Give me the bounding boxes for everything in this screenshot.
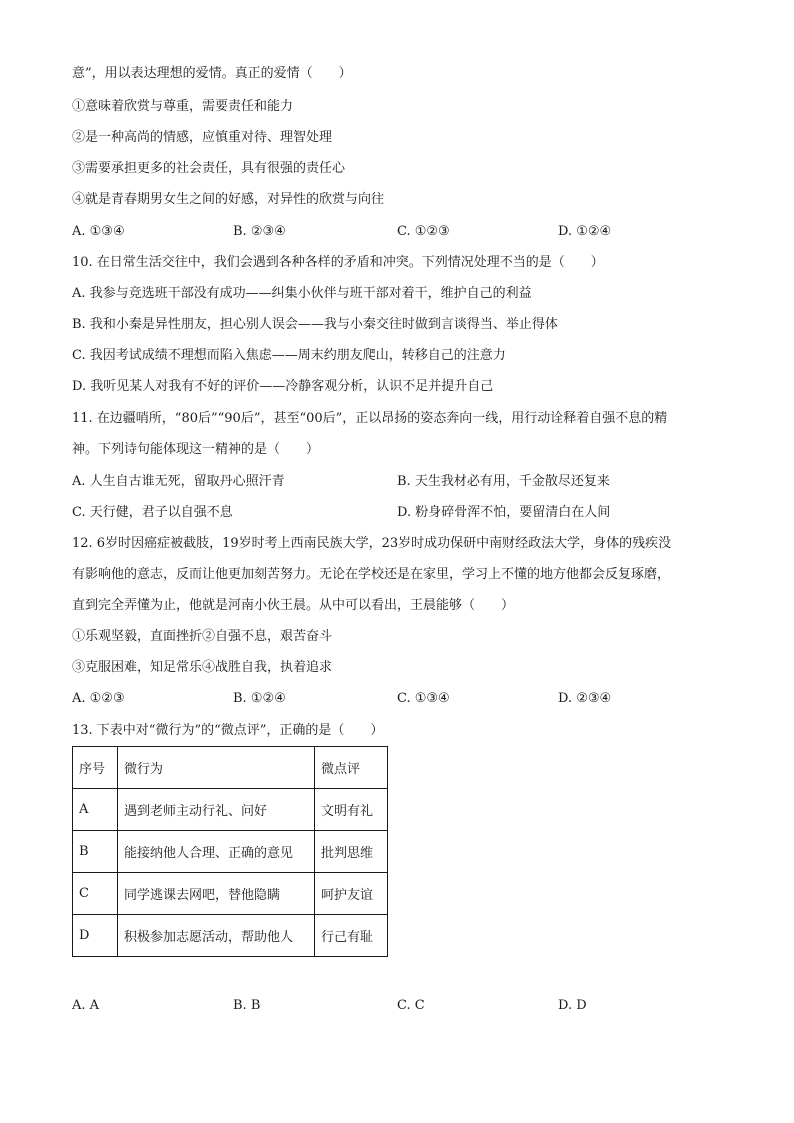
table-cell: D bbox=[73, 915, 118, 957]
q9-item-2: ②是一种高尚的情感，应慎重对待、理智处理 bbox=[72, 130, 333, 145]
q13-stem: 13. 下表中对“微行为”的“微点评”，正确的是（ ） bbox=[72, 723, 384, 738]
q11-stem-line-2: 神。下列诗句能体现这一精神的是（ ） bbox=[72, 442, 320, 457]
table-row bbox=[73, 873, 388, 915]
q9-option-d: D. ①②④ bbox=[558, 224, 612, 239]
q13-option-d: D. D bbox=[558, 998, 587, 1013]
q9-item-1: ①意味着欣赏与尊重，需要责任和能力 bbox=[72, 99, 294, 114]
q12-stem-line-1: 12. 6岁时因癌症被截肢，19岁时考上西南民族大学，23岁时成功保研中南财经政法大学，身体的残疾没 bbox=[72, 536, 672, 551]
table-cell: B bbox=[73, 831, 118, 873]
table-cell: 批判思维 bbox=[315, 831, 388, 873]
q12-stem-line-2: 有影响他的意志，反而让他更加刻苦努力。无论在学校还是在家里，学习上不懂的地方他都会反复琢磨， bbox=[72, 567, 671, 582]
q11-option-d: D. 粉身碎骨浑不怕，要留清白在人间 bbox=[397, 505, 611, 520]
table-cell: A bbox=[73, 789, 118, 831]
q11-option-a: A. 人生自古谁无死，留取丹心照汗青 bbox=[72, 474, 285, 489]
table-row bbox=[73, 915, 388, 957]
q10-option-a: A. 我参与竞选班干部没有成功——纠集小伙伴与班干部对着干，维护自己的利益 bbox=[72, 286, 532, 301]
q13-table bbox=[72, 746, 388, 957]
q12-option-b: B. ①②④ bbox=[233, 691, 286, 706]
q9-option-c: C. ①②③ bbox=[397, 224, 450, 239]
q11-option-b: B. 天生我材必有用，千金散尽还复来 bbox=[397, 474, 610, 489]
table-cell: 遇到老师主动行礼、问好 bbox=[118, 789, 315, 831]
q10-option-b: B. 我和小秦是异性朋友，担心别人误会——我与小秦交往时做到言谈得当、举止得体 bbox=[72, 317, 558, 332]
q9-item-3: ③需要承担更多的社会责任，具有很强的责任心 bbox=[72, 161, 346, 176]
q12-option-c: C. ①③④ bbox=[397, 691, 450, 706]
table-header-cell: 序号 bbox=[73, 747, 118, 789]
q12-option-a: A. ①②③ bbox=[72, 691, 125, 706]
table-cell: 同学逃课去网吧，替他隐瞒 bbox=[118, 873, 315, 915]
q12-item-1: ①乐观坚毅，直面挫折②自强不息，艰苦奋斗 bbox=[72, 629, 333, 644]
table-cell: 文明有礼 bbox=[315, 789, 388, 831]
q12-stem-line-3: 直到完全弄懂为止，他就是河南小伙王晨。从中可以看出，王晨能够（ ） bbox=[72, 598, 515, 613]
table-header-cell: 微点评 bbox=[315, 747, 388, 789]
table-header-cell: 微行为 bbox=[118, 747, 315, 789]
table-cell: 行己有耻 bbox=[315, 915, 388, 957]
q11-stem-line-1: 11. 在边疆哨所，“80后”“90后”，甚至“00后”，正以昂扬的姿态奔向一线，用行动诠释着自强不息的精 bbox=[72, 411, 668, 426]
table-cell: 能接纳他人合理、正确的意见 bbox=[118, 831, 315, 873]
table-cell: 积极参加志愿活动，帮助他人 bbox=[118, 915, 315, 957]
q13-option-c: C. C bbox=[397, 998, 425, 1013]
table-cell: C bbox=[73, 873, 118, 915]
q10-stem: 10. 在日常生活交往中，我们会遇到各种各样的矛盾和冲突。下列情况处理不当的是（ ） bbox=[72, 255, 604, 270]
table-row bbox=[73, 831, 388, 873]
q11-option-c: C. 天行健，君子以自强不息 bbox=[72, 505, 233, 520]
table-cell: 呵护友谊 bbox=[315, 873, 388, 915]
q9-stem: 意”，用以表达理想的爱情。真正的爱情（ ） bbox=[72, 66, 352, 81]
q12-item-2: ③克服困难，知足常乐④战胜自我，执着追求 bbox=[72, 660, 333, 675]
q9-option-a: A. ①③④ bbox=[72, 224, 125, 239]
q12-option-d: D. ②③④ bbox=[558, 691, 612, 706]
q9-option-b: B. ②③④ bbox=[233, 224, 286, 239]
q10-option-c: C. 我因考试成绩不理想而陷入焦虑——周末约朋友爬山，转移自己的注意力 bbox=[72, 348, 506, 363]
q9-item-4: ④就是青春期男女生之间的好感，对异性的欣赏与向往 bbox=[72, 192, 385, 207]
q10-option-d: D. 我听见某人对我有不好的评价——冷静客观分析，认识不足并提升自己 bbox=[72, 379, 494, 394]
table-header-row bbox=[73, 747, 388, 789]
table-row bbox=[73, 789, 388, 831]
q13-option-a: A. A bbox=[72, 998, 100, 1013]
q13-option-b: B. B bbox=[233, 998, 261, 1013]
